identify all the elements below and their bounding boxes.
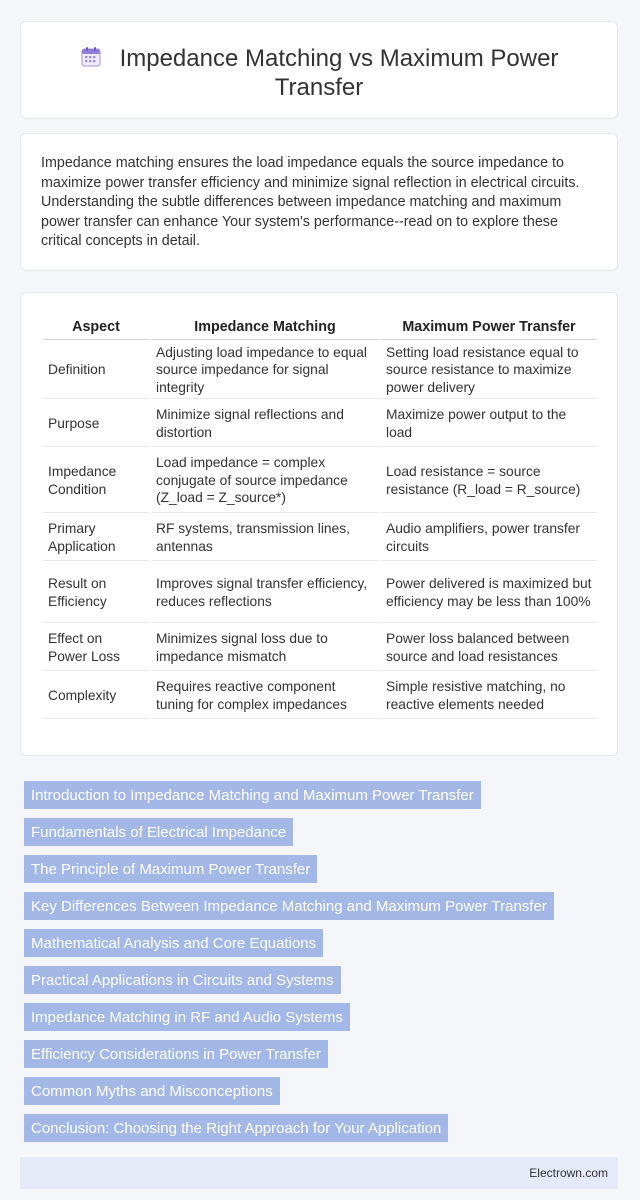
calendar-icon [80, 46, 102, 68]
table-row [43, 673, 597, 719]
table-row [43, 625, 597, 671]
column-header-aspect: Aspect [43, 315, 149, 340]
table-of-contents [24, 781, 554, 1151]
title-card [20, 21, 618, 119]
table-cell-maximum-power-transfer: Power delivered is maximized but efficiency may be less than 100% [381, 563, 597, 623]
comparison-table-card [20, 292, 618, 756]
table-cell-aspect: Complexity [43, 673, 149, 719]
toc-link-mathematical-analysis[interactable]: Mathematical Analysis and Core Equations [24, 929, 323, 957]
table-cell-maximum-power-transfer: Audio amplifiers, power transfer circuits [381, 515, 597, 561]
table-row [43, 401, 597, 447]
toc-link-myths[interactable]: Common Myths and Misconceptions [24, 1077, 280, 1105]
toc-link-rf-audio[interactable]: Impedance Matching in RF and Audio Systems [24, 1003, 350, 1031]
table-cell-aspect: Result on Efficiency [43, 563, 149, 623]
table-cell-impedance-matching: RF systems, transmission lines, antennas [151, 515, 379, 561]
intro-card [20, 133, 618, 271]
table-row [43, 563, 597, 623]
table-cell-impedance-matching: Improves signal transfer efficiency, reduces reflections [151, 563, 379, 623]
toc-link-conclusion[interactable]: Conclusion: Choosing the Right Approach for Your Application [24, 1114, 448, 1142]
table-cell-impedance-matching: Minimize signal reflections and distortion [151, 401, 379, 447]
toc-link-introduction[interactable]: Introduction to Impedance Matching and Maximum Power Transfer [24, 781, 481, 809]
table-cell-maximum-power-transfer: Maximize power output to the load [381, 401, 597, 447]
column-header-maximum-power-transfer: Maximum Power Transfer [381, 315, 597, 340]
table-cell-maximum-power-transfer: Power loss balanced between source and load resistances [381, 625, 597, 671]
intro-paragraph: Impedance matching ensures the load impedance equals the source impedance to maximize power transfer efficiency and minimize signal reflection in electrical circuits. Understanding the subtle differences between impedance matching and maximum power transfer can enhance Your system's performance--read on to explore these critical concepts in detail. [41, 155, 580, 249]
table-row [43, 449, 597, 513]
table-cell-aspect: Definition [43, 342, 149, 400]
table-cell-impedance-matching: Minimizes signal loss due to impedance mismatch [151, 625, 379, 671]
table-cell-maximum-power-transfer: Setting load resistance equal to source resistance to maximize power delivery [381, 342, 597, 400]
table-cell-aspect: Effect on Power Loss [43, 625, 149, 671]
column-header-impedance-matching: Impedance Matching [151, 315, 379, 340]
table-cell-aspect: Impedance Condition [43, 449, 149, 513]
table-row [43, 342, 597, 400]
comparison-table [41, 313, 599, 721]
table-cell-aspect: Purpose [43, 401, 149, 447]
table-cell-impedance-matching: Requires reactive component tuning for complex impedances [151, 673, 379, 719]
footer-brand: Electrown.com [529, 1166, 608, 1180]
toc-link-fundamentals[interactable]: Fundamentals of Electrical Impedance [24, 818, 293, 846]
toc-link-principle[interactable]: The Principle of Maximum Power Transfer [24, 855, 317, 883]
page-title: Impedance Matching vs Maximum Power Transfer [119, 45, 559, 101]
table-cell-impedance-matching: Load impedance = complex conjugate of source impedance (Z_load = Z_source*) [151, 449, 379, 513]
table-cell-maximum-power-transfer: Load resistance = source resistance (R_load = R_source) [381, 449, 597, 513]
table-cell-impedance-matching: Adjusting load impedance to equal source impedance for signal integrity [151, 342, 379, 400]
table-header-row [43, 315, 597, 340]
footer [20, 1157, 618, 1189]
toc-link-key-differences[interactable]: Key Differences Between Impedance Matching and Maximum Power Transfer [24, 892, 554, 920]
toc-link-efficiency[interactable]: Efficiency Considerations in Power Transfer [24, 1040, 328, 1068]
page-title-wrapper [61, 44, 577, 102]
table-cell-aspect: Primary Application [43, 515, 149, 561]
table-row [43, 515, 597, 561]
table-cell-maximum-power-transfer: Simple resistive matching, no reactive elements needed [381, 673, 597, 719]
toc-link-practical-applications[interactable]: Practical Applications in Circuits and Systems [24, 966, 341, 994]
